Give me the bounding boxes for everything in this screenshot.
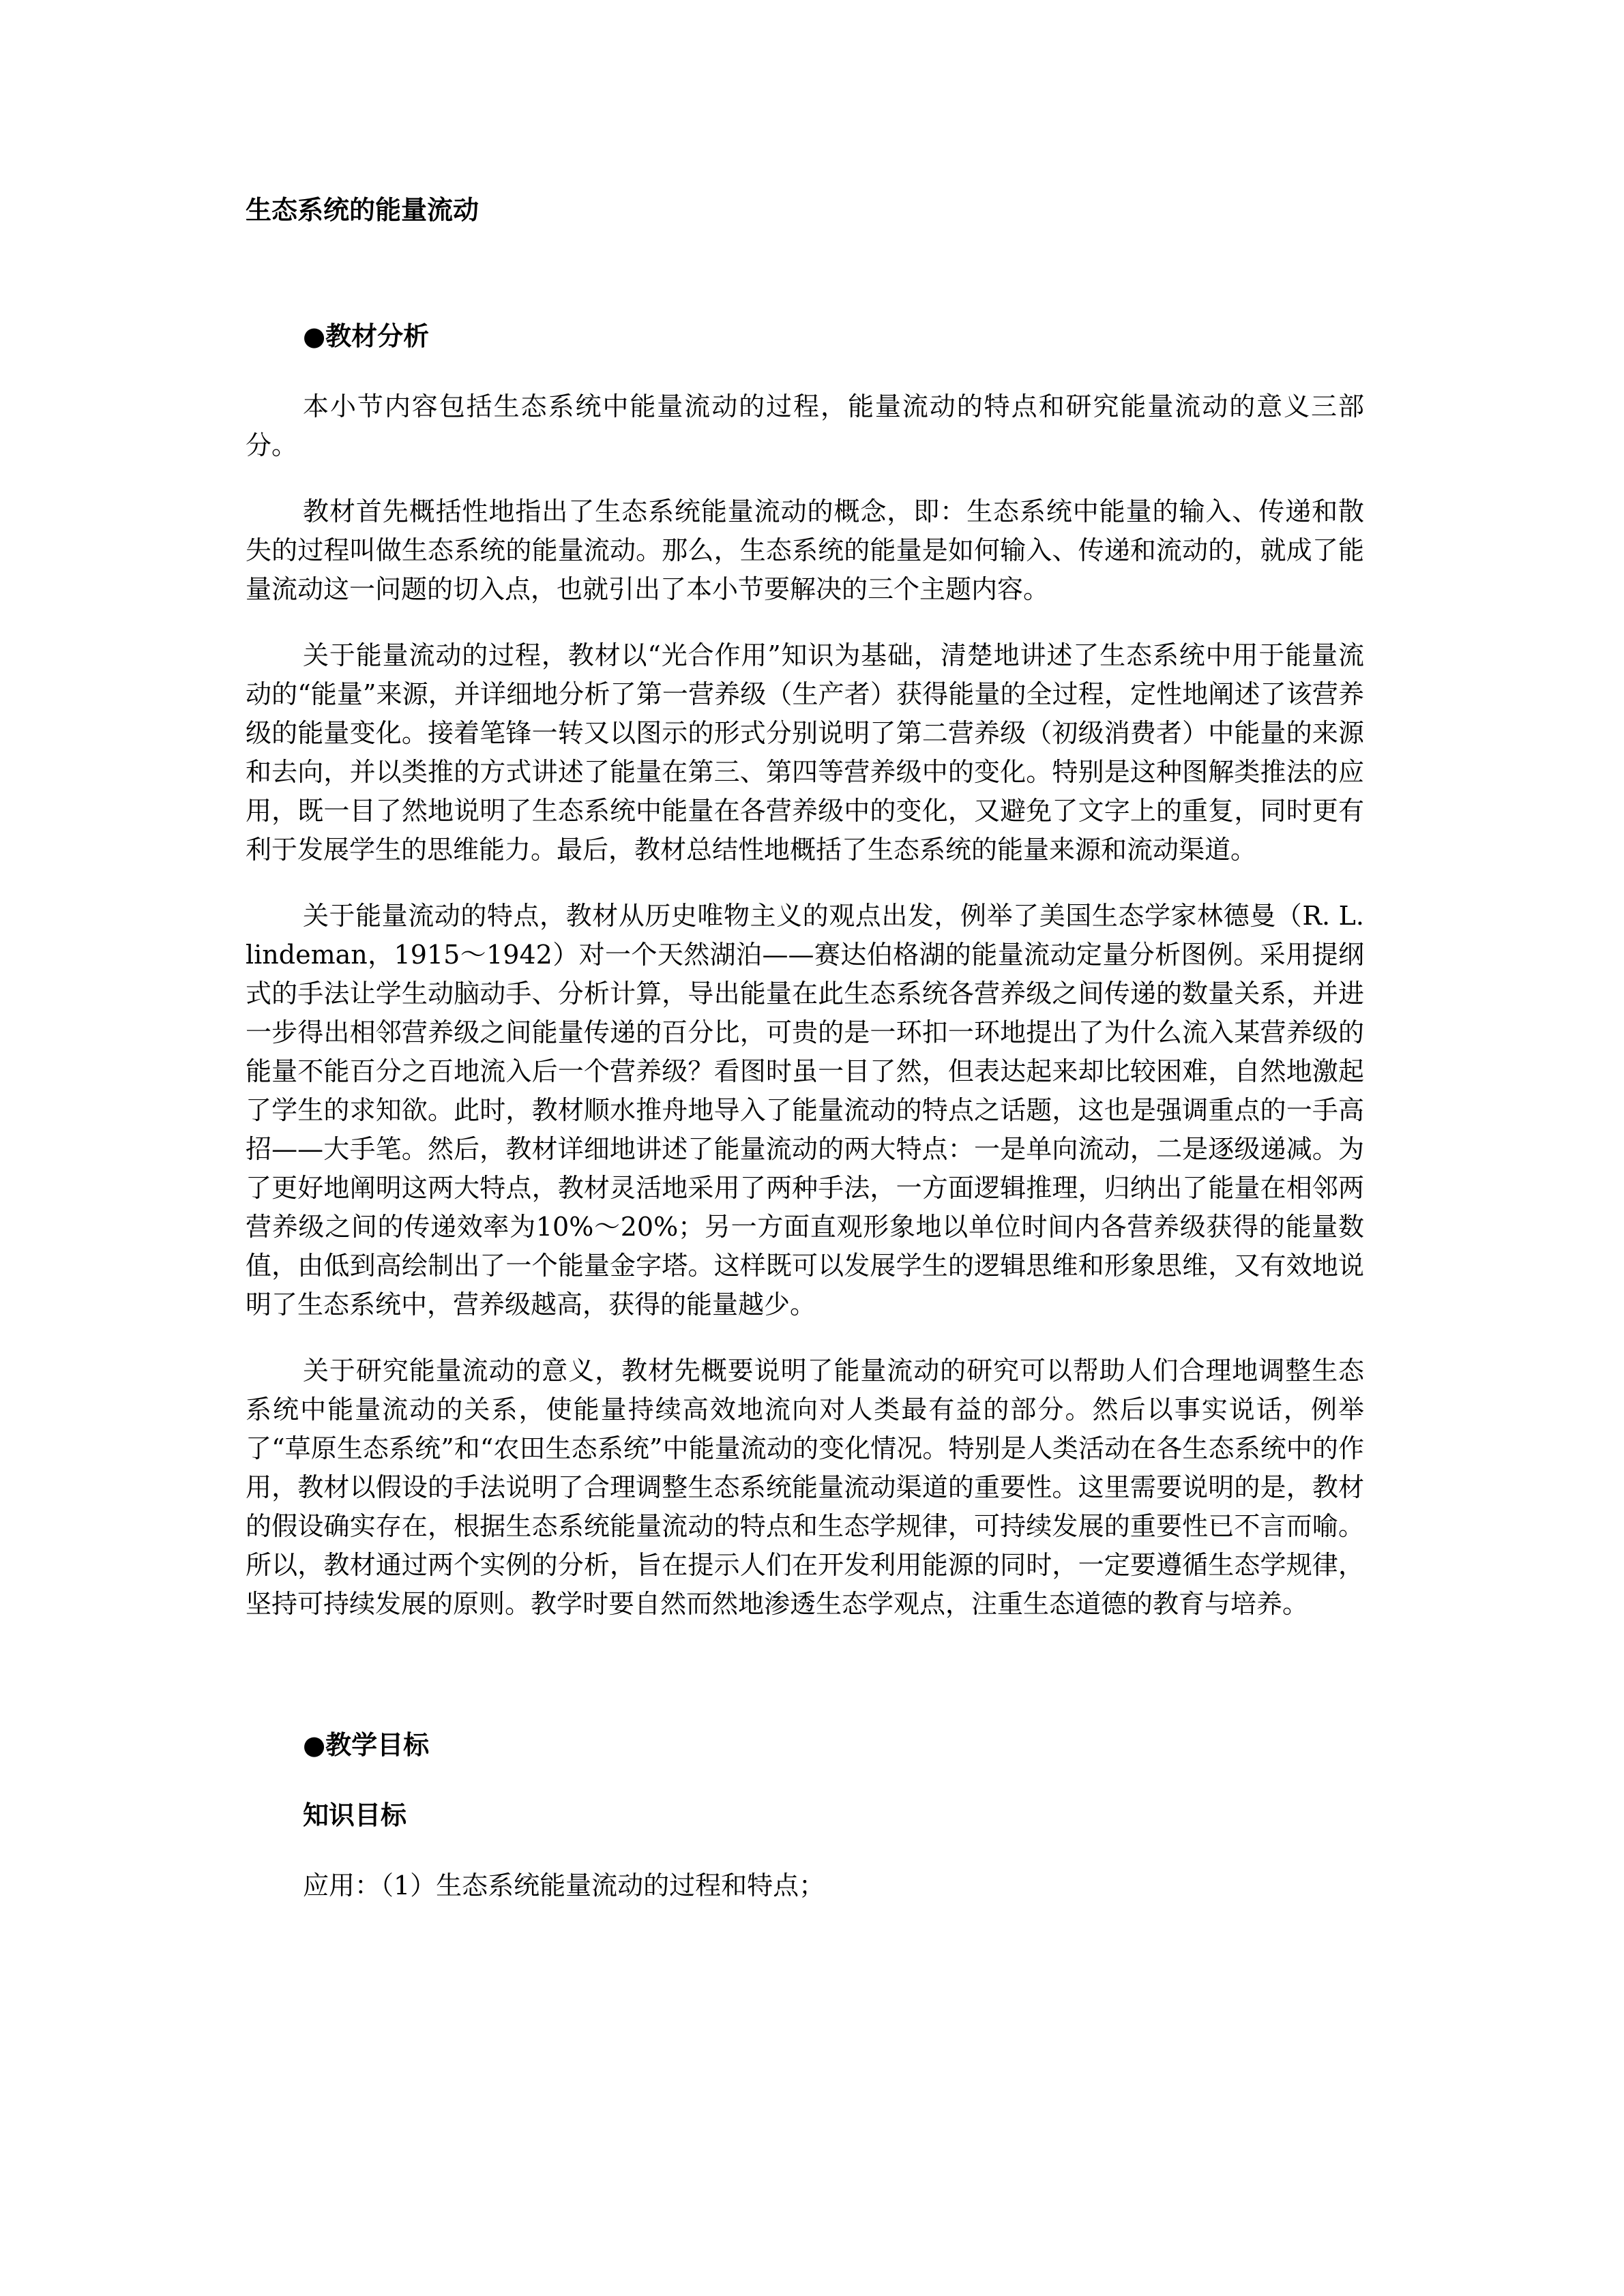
paragraph: 本小节内容包括生态系统中能量流动的过程，能量流动的特点和研究能量流动的意义三部分。	[246, 391, 1364, 460]
section-heading-objectives	[246, 1726, 1364, 1765]
subheading-knowledge-goals: 知识目标	[303, 1800, 407, 1830]
objective-line: 应用：（1）生态系统能量流动的过程和特点；	[303, 1870, 825, 1900]
bullet-icon: ●	[303, 1730, 326, 1760]
spacer	[246, 1765, 1364, 1796]
spacer	[246, 1324, 1364, 1352]
spacer	[246, 465, 1364, 492]
spacer	[246, 230, 1364, 317]
paragraph: 关于研究能量流动的意义，教材先概要说明了能量流动的研究可以帮助人们合理地调整生态系统中能量流动的关系，使能量持续高效地流向对人类最有益的部分。然后以事实说话，例举了“草原生态系统”和“农田生态系统”中能量流动的变化情况。特别是人类活动在各生态系统中的作用，教材以假设的手法说明了合理调整生态系统能量流动渠道的重要性。这里需要说明的是，教材的假设确实存在，根据生态系统能量流动的特点和生态学规律，可持续发展的重要性已不言而喻。所以，教材通过两个实例的分析，旨在提示人们在开发利用能源的同时，一定要遵循生态学规律，坚持可持续发展的原则。教学时要自然而然地渗透生态学观点，注重生态道德的教育与培养。	[246, 1356, 1364, 1619]
spacer	[246, 1624, 1364, 1726]
document-content	[246, 191, 1364, 1905]
paragraph: 关于能量流动的特点，教材从历史唯物主义的观点出发，例举了美国生态学家林德曼（R. L. lindeman，1915～1942）对一个天然湖泊——赛达伯格湖的能量流动定量分析图例。采用提纲式的手法让学生动脑动手、分析计算，导出能量在此生态系统各营养级之间传递的数量关系，并进一步得出相邻营养级之间能量传递的百分比，可贵的是一环扣一环地提出了为什么流入某营养级的能量不能百分之百地流入后一个营养级？看图时虽一目了然，但表达起来却比较困难，自然地激起了学生的求知欲。此时，教材顺水推舟地导入了能量流动的特点之话题，这也是强调重点的一手高招——大手笔。然后，教材详细地讲述了能量流动的两大特点：一是单向流动，二是逐级递减。为了更好地阐明这两大特点，教材灵活地采用了两种手法，一方面逻辑推理，归纳出了能量在相邻两营养级之间的传递效率为10%～20%；另一方面直观形象地以单位时间内各营养级获得的能量数值，由低到高绘制出了一个能量金字塔。这样既可以发展学生的逻辑思维和形象思维，又有效地说明了生态系统中，营养级越高，获得的能量越少。	[246, 901, 1364, 1320]
spacer	[246, 356, 1364, 387]
paragraph: 教材首先概括性地指出了生态系统能量流动的概念，即：生态系统中能量的输入、传递和散失的过程叫做生态系统的能量流动。那么，生态系统的能量是如何输入、传递和流动的，就成了能量流动这一问题的切入点，也就引出了本小节要解决的三个主题内容。	[246, 496, 1364, 604]
paragraph: 关于能量流动的过程，教材以“光合作用”知识为基础，清楚地讲述了生态系统中用于能量流动的“能量”来源，并详细地分析了第一营养级（生产者）获得能量的全过程，定性地阐述了该营养级的能量变化。接着笔锋一转又以图示的形式分别说明了第二营养级（初级消费者）中能量的来源和去向，并以类推的方式讲述了能量在第三、第四等营养级中的变化。特别是这种图解类推法的应用，既一目了然地说明了生态系统中能量在各营养级中的变化，又避免了文字上的重复，同时更有利于发展学生的思维能力。最后，教材总结性地概括了生态系统的能量来源和流动渠道。	[246, 640, 1364, 865]
section-heading-analysis	[246, 317, 1364, 356]
bullet-icon: ●	[303, 321, 326, 351]
section-heading-label: 教学目标	[325, 1730, 430, 1760]
section-heading-label: 教材分析	[325, 321, 430, 351]
spacer	[246, 609, 1364, 636]
spacer	[246, 869, 1364, 897]
spacer	[246, 1835, 1364, 1866]
page-title: 生态系统的能量流动	[246, 195, 479, 225]
